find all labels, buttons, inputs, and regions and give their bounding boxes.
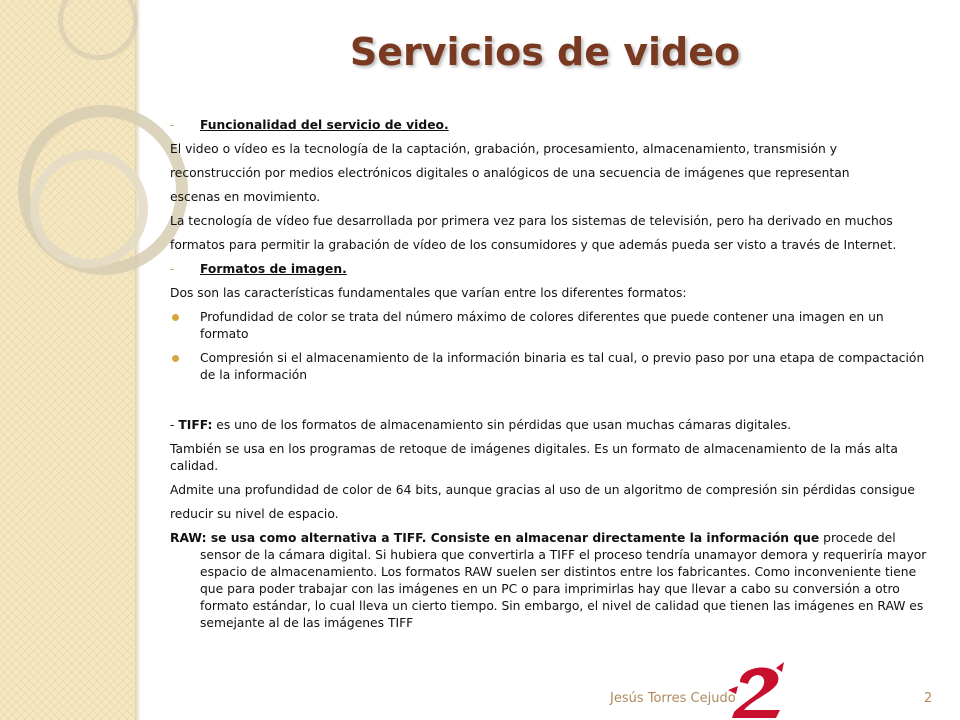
spacer bbox=[170, 391, 930, 417]
paragraph-line: La tecnología de vídeo fue desarrollada por primera vez para los sistemas de televisión, pero ha derivado en muchos bbox=[170, 214, 893, 228]
raw-paragraph bbox=[170, 530, 930, 632]
tiff-line bbox=[170, 417, 930, 434]
paragraph-line: reconstrucción por medios electrónicos digitales o analógicos de una secuencia de imágenes que representan bbox=[170, 166, 850, 180]
paragraph-line: formatos para permitir la grabación de vídeo de los consumidores y que además pueda ser visto a través de Internet. bbox=[170, 238, 897, 252]
raw-bold: RAW: se usa como alternativa a TIFF. Consiste en almacenar directamente la información que bbox=[170, 531, 820, 545]
raw-text: procede del sensor de la cámara digital. Si hubiera que convertirla a TIFF el proceso tendría unamayor demora y requeriría mayor espacio de almacenamiento. Los formatos RAW suelen ser distintos entre los fabricantes. Como inconveniente tiene que para poder trabajar con las imágenes en un PC o para imprimirlas hay que llevar a cabo su conversión a otro formato estándar, lo cual lleva un cierto tiempo. Sin embargo, el nivel de calidad que tienen las imágenes en RAW es semejante al de las imágenes TIFF bbox=[200, 531, 927, 630]
paragraph-line: El video o vídeo es la tecnología de la captación, grabación, procesamiento, almacenamiento, transmisión y bbox=[170, 142, 837, 156]
footer-author: Jesús Torres Cejudo bbox=[610, 691, 736, 706]
heading-text: Formatos de imagen. bbox=[200, 262, 347, 276]
sidebar-edge bbox=[135, 0, 141, 720]
dragon-logo-icon bbox=[726, 660, 796, 720]
paragraph-line: escenas en movimiento. bbox=[170, 190, 321, 204]
tiff-line: Admite una profundidad de color de 64 bits, aunque gracias al uso de un algoritmo de compresión sin pérdidas consigue bbox=[170, 483, 915, 497]
bullet-text: Profundidad de color se trata del número máximo de colores diferentes que puede contener una imagen en un formato bbox=[200, 310, 884, 341]
tiff-text: es uno de los formatos de almacenamiento sin pérdidas que usan muchas cámaras digitales. bbox=[212, 418, 792, 432]
decorative-ring-small bbox=[30, 150, 148, 268]
bullet-text: Compresión si el almacenamiento de la información binaria es tal cual, o previo paso por una etapa de compactación de la información bbox=[200, 351, 925, 382]
dash-marker: - bbox=[170, 118, 175, 132]
bullet-dot-icon bbox=[172, 314, 179, 321]
bullet-item bbox=[170, 309, 930, 343]
tiff-term: TIFF: bbox=[178, 418, 213, 432]
section-funcionalidad-heading bbox=[170, 117, 930, 134]
bullet-dot-icon bbox=[172, 355, 179, 362]
formatos-intro: Dos son las características fundamentales que varían entre los diferentes formatos: bbox=[170, 286, 687, 300]
page-number: 2 bbox=[924, 691, 933, 706]
tiff-line: reducir su nivel de espacio. bbox=[170, 507, 339, 521]
heading-text: Funcionalidad del servicio de video. bbox=[200, 118, 449, 132]
slide-title: Servicios de video bbox=[349, 30, 741, 74]
section-formatos-heading bbox=[170, 261, 930, 278]
dash-marker: - bbox=[170, 262, 175, 276]
slide-content bbox=[170, 117, 930, 632]
tiff-prefix: - bbox=[170, 418, 179, 432]
tiff-line: También se usa en los programas de retoque de imágenes digitales. Es un formato de almacenamiento de la más alta calidad. bbox=[170, 442, 898, 473]
bullet-item bbox=[170, 350, 930, 384]
